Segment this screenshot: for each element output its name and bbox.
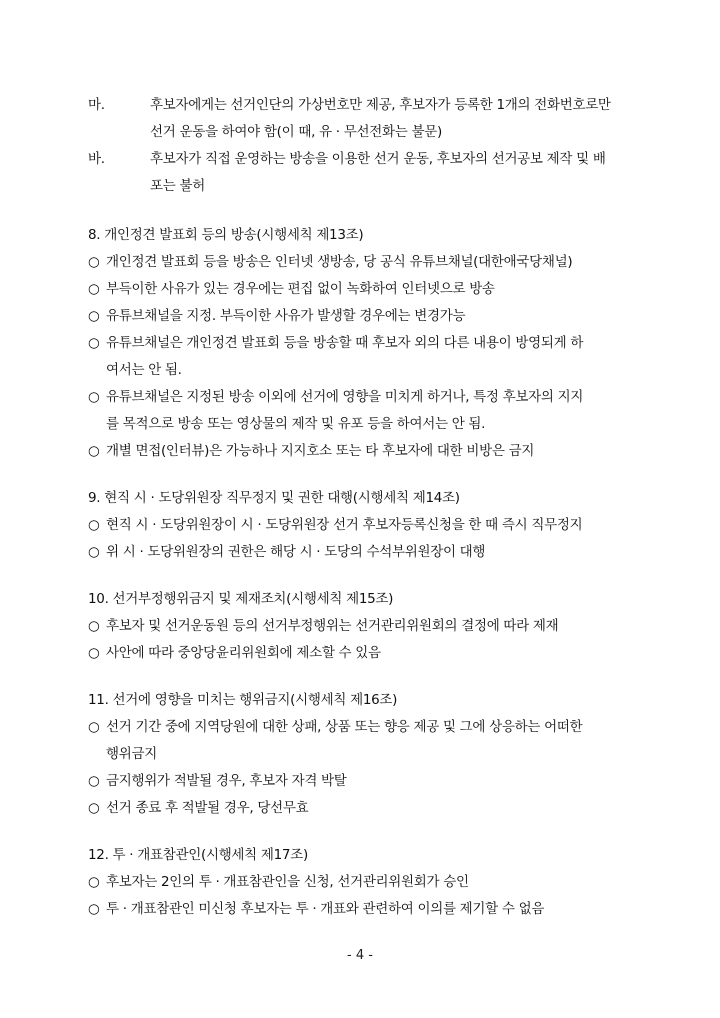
- list-item-text: 개인정견 발표회 등을 방송은 인터넷 생방송, 당 공식 유튜브채널(대한애국당채널): [106, 254, 573, 270]
- section-heading: 8. 개인정견 발표회 등의 방송(시행세칙 제13조): [88, 227, 364, 243]
- list-item-text: 유튜브채널은 개인정견 발표회 등을 방송할 때 후보자 외의 다른 내용이 방영되게 하: [106, 335, 584, 351]
- list-item-text: 후보자 및 선거운동원 등의 선거부정행위는 선거관리위원회의 결정에 따라 제재: [106, 618, 559, 634]
- sub-item-text: 후보자에게는 선거인단의 가상번호만 제공, 후보자가 등록한 1개의 전화번호로만: [150, 97, 611, 113]
- list-item: [88, 539, 648, 566]
- list-item: [88, 795, 648, 822]
- list-item-text: 를 목적으로 방송 또는 영상물의 제작 및 유포 등을 하여서는 안 됨.: [106, 416, 486, 432]
- sub-item-text: 선거 운동을 하여야 함(이 때, 유 · 무선전화는 불문): [150, 124, 442, 140]
- section-heading: 11. 선거에 영향을 미치는 행위금지(시행세칙 제16조): [88, 692, 398, 708]
- list-item-text: 사안에 따라 중앙당윤리위원회에 제소할 수 있음: [106, 645, 381, 661]
- list-item: [88, 512, 648, 539]
- sub-item-text: 포는 불허: [150, 178, 205, 194]
- list-item-text: 유튜브채널을 지정. 부득이한 사유가 발생할 경우에는 변경가능: [106, 308, 466, 324]
- sub-item-marker: 마.: [88, 97, 105, 113]
- list-item: [88, 249, 648, 276]
- section-heading: 9. 현직 시 · 도당위원장 직무정지 및 권한 대행(시행세칙 제14조): [88, 490, 460, 506]
- list-item-text: 유튜브채널은 지정된 방송 이외에 선거에 영향을 미치게 하거나, 특정 후보자의 지지: [106, 389, 584, 405]
- list-item: [88, 768, 648, 795]
- bullet-circle-icon: ○: [88, 901, 100, 917]
- list-item-text: 개별 면접(인터뷰)은 가능하나 지지호소 또는 타 후보자에 대한 비방은 금지: [106, 443, 535, 459]
- list-item: [88, 869, 648, 896]
- bullet-circle-icon: ○: [88, 719, 100, 735]
- list-item-text: 여서는 안 됨.: [106, 362, 182, 378]
- list-item-text: 행위금지: [106, 746, 157, 762]
- bullet-circle-icon: ○: [88, 254, 100, 270]
- list-item: [88, 276, 648, 303]
- list-item: [88, 330, 648, 384]
- section-heading: 12. 투 · 개표참관인(시행세칙 제17조): [88, 847, 308, 863]
- page-number: - 4 -: [347, 948, 373, 963]
- bullet-circle-icon: ○: [88, 281, 100, 297]
- sub-item-marker: 바.: [88, 151, 105, 167]
- list-item: [88, 384, 648, 438]
- list-item-text: 현직 시 · 도당위원장이 시 · 도당위원장 선거 후보자등록신청을 한 때 즉시 직무정지: [106, 517, 583, 533]
- list-item: [88, 640, 648, 667]
- list-item: [88, 438, 648, 465]
- bullet-circle-icon: ○: [88, 443, 100, 459]
- bullet-circle-icon: ○: [88, 874, 100, 890]
- list-item-text: 부득이한 사유가 있는 경우에는 편집 없이 녹화하여 인터넷으로 방송: [106, 281, 495, 297]
- bullet-circle-icon: ○: [88, 645, 100, 661]
- sub-item: [88, 92, 648, 146]
- list-item-text: 후보자는 2인의 투 · 개표참관인을 신청, 선거관리위원회가 승인: [106, 874, 469, 890]
- document-body: [88, 92, 648, 923]
- list-item-text: 선거 종료 후 적발될 경우, 당선무효: [106, 800, 309, 816]
- list-item-text: 금지행위가 적발될 경우, 후보자 자격 박탈: [106, 773, 347, 789]
- bullet-circle-icon: ○: [88, 618, 100, 634]
- list-item: [88, 613, 648, 640]
- bullet-circle-icon: ○: [88, 308, 100, 324]
- sub-item-text: 후보자가 직접 운영하는 방송을 이용한 선거 운동, 후보자의 선거공보 제작 및 배: [150, 151, 606, 167]
- bullet-circle-icon: ○: [88, 773, 100, 789]
- list-item: [88, 303, 648, 330]
- bullet-circle-icon: ○: [88, 800, 100, 816]
- list-item-text: 위 시 · 도당위원장의 권한은 해당 시 · 도당의 수석부위원장이 대행: [106, 544, 486, 560]
- bullet-circle-icon: ○: [88, 544, 100, 560]
- list-item-text: 선거 기간 중에 지역당원에 대한 상패, 상품 또는 향응 제공 및 그에 상응하는 어떠한: [106, 719, 583, 735]
- list-item: [88, 896, 648, 923]
- sub-item: [88, 146, 648, 200]
- bullet-circle-icon: ○: [88, 389, 100, 405]
- bullet-circle-icon: ○: [88, 335, 100, 351]
- bullet-circle-icon: ○: [88, 517, 100, 533]
- list-item-text: 투 · 개표참관인 미신청 후보자는 투 · 개표와 관련하여 이의를 제기할 수 없음: [106, 901, 545, 917]
- list-item: [88, 714, 648, 768]
- section-heading: 10. 선거부정행위금지 및 제재조치(시행세칙 제15조): [88, 591, 394, 607]
